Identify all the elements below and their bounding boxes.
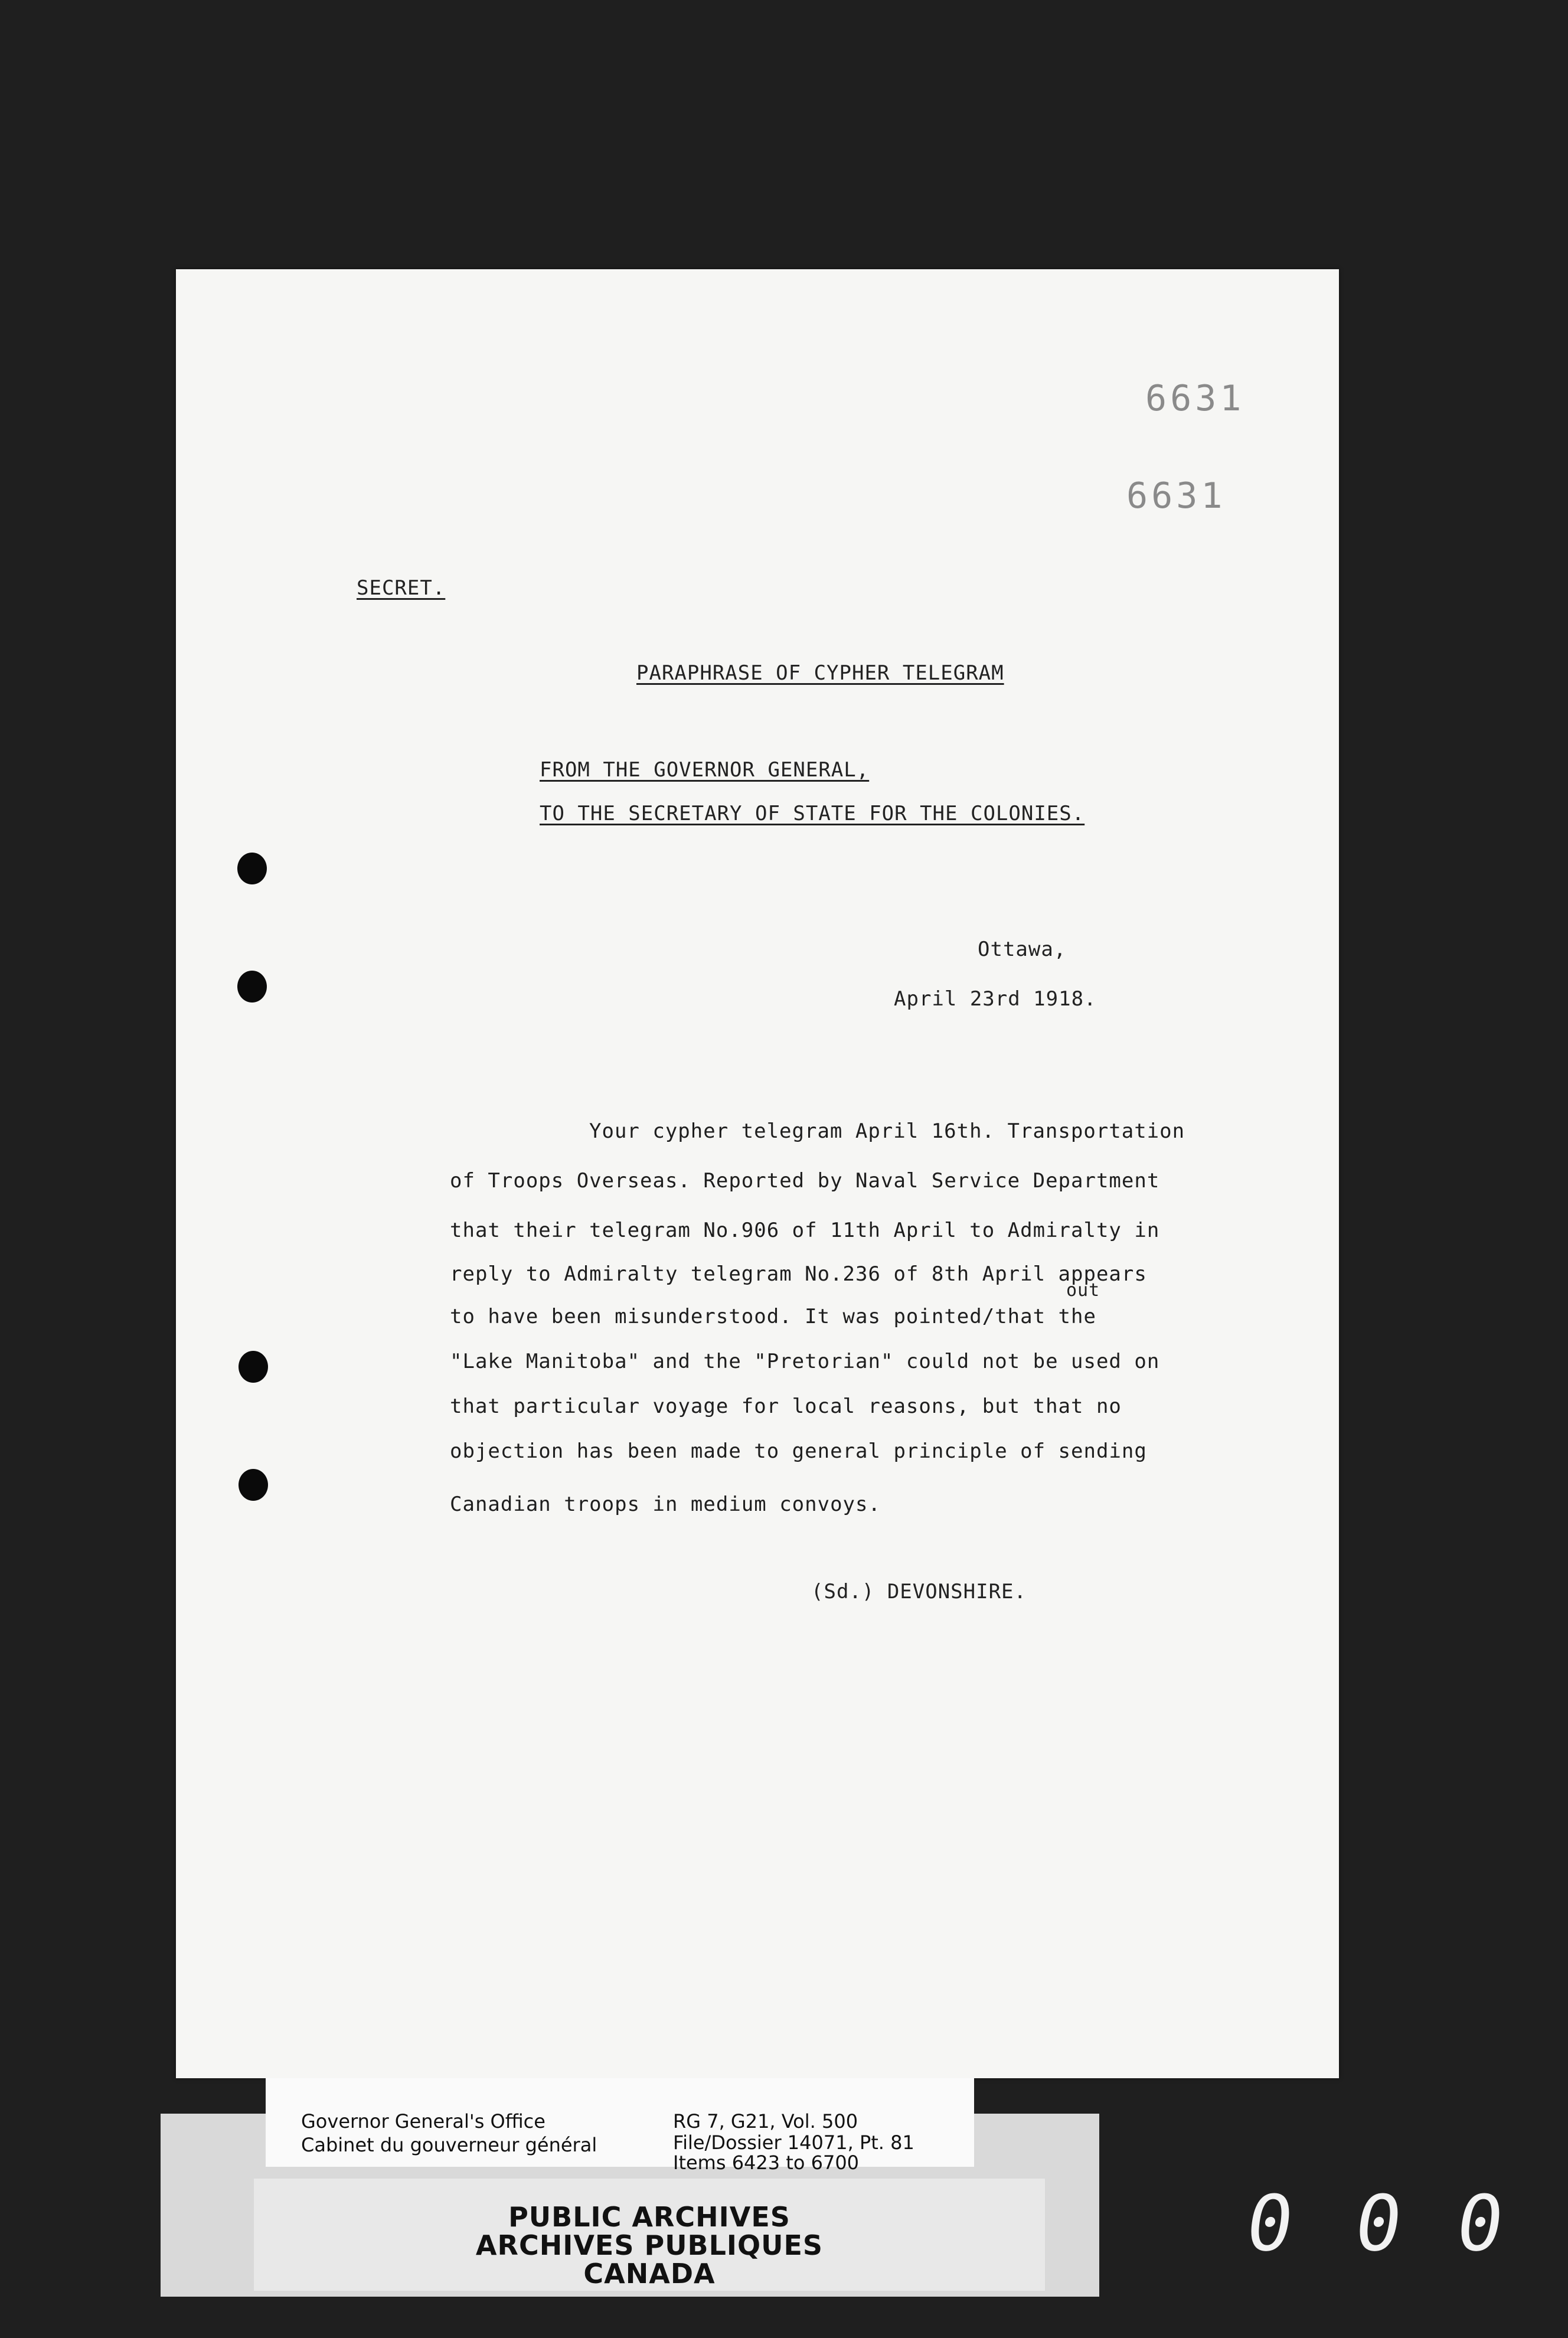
- punch-hole: [237, 971, 267, 1003]
- frame-counter-digit: 0: [1349, 2179, 1408, 2268]
- body-line: Canadian troops in medium convoys.: [450, 1493, 881, 1516]
- place-line: Ottawa,: [978, 938, 1067, 961]
- stamp-number-top: 6631: [1145, 378, 1245, 419]
- stamp-number-bottom: 6631: [1126, 475, 1226, 517]
- body-line: to have been misunderstood. It was pointed/that the: [450, 1305, 1096, 1328]
- signature-line: (Sd.) DEVONSHIRE.: [811, 1580, 1027, 1604]
- body-line: "Lake Manitoba" and the "Pretorian" could not be used on: [450, 1350, 1160, 1373]
- body-line: of Troops Overseas. Reported by Naval Service Department: [450, 1169, 1160, 1193]
- archives-french: ARCHIVES PUBLIQUES: [475, 2229, 824, 2261]
- body-line: objection has been made to general principle of sending: [450, 1439, 1147, 1463]
- punch-hole: [237, 853, 267, 884]
- date-line: April 23rd 1918.: [894, 987, 1097, 1011]
- document-heading: PARAPHRASE OF CYPHER TELEGRAM: [636, 661, 1004, 685]
- archive-label-card: [266, 2078, 974, 2167]
- punch-hole: [239, 1469, 268, 1501]
- reference-line-3: Items 6423 to 6700: [673, 2151, 860, 2174]
- office-french: Cabinet du gouverneur général: [301, 2134, 597, 2156]
- punch-hole: [239, 1351, 268, 1383]
- classification-label: SECRET.: [357, 576, 446, 600]
- reference-line-1: RG 7, G21, Vol. 500: [673, 2110, 858, 2133]
- archives-english: PUBLIC ARCHIVES: [508, 2201, 790, 2233]
- reference-line-2: File/Dossier 14071, Pt. 81: [673, 2131, 914, 2154]
- from-line: FROM THE GOVERNOR GENERAL,: [540, 758, 870, 782]
- public-archives-stamp: [254, 2179, 1045, 2291]
- body-line: reply to Admiralty telegram No.236 of 8th April appears: [450, 1262, 1147, 1286]
- body-line: that their telegram No.906 of 11th April to Admiralty in: [450, 1219, 1160, 1242]
- frame-counter-digit: 0: [1240, 2179, 1299, 2268]
- frame-counter-digit: 0: [1451, 2179, 1510, 2268]
- archives-country: CANADA: [583, 2258, 716, 2290]
- body-line: that particular voyage for local reasons, but that no: [450, 1395, 1122, 1418]
- office-english: Governor General's Office: [301, 2110, 545, 2133]
- insertion-word: out: [1066, 1280, 1100, 1301]
- body-line: Your cypher telegram April 16th. Transportation: [589, 1119, 1185, 1143]
- to-line: TO THE SECRETARY OF STATE FOR THE COLONIES.: [540, 802, 1085, 825]
